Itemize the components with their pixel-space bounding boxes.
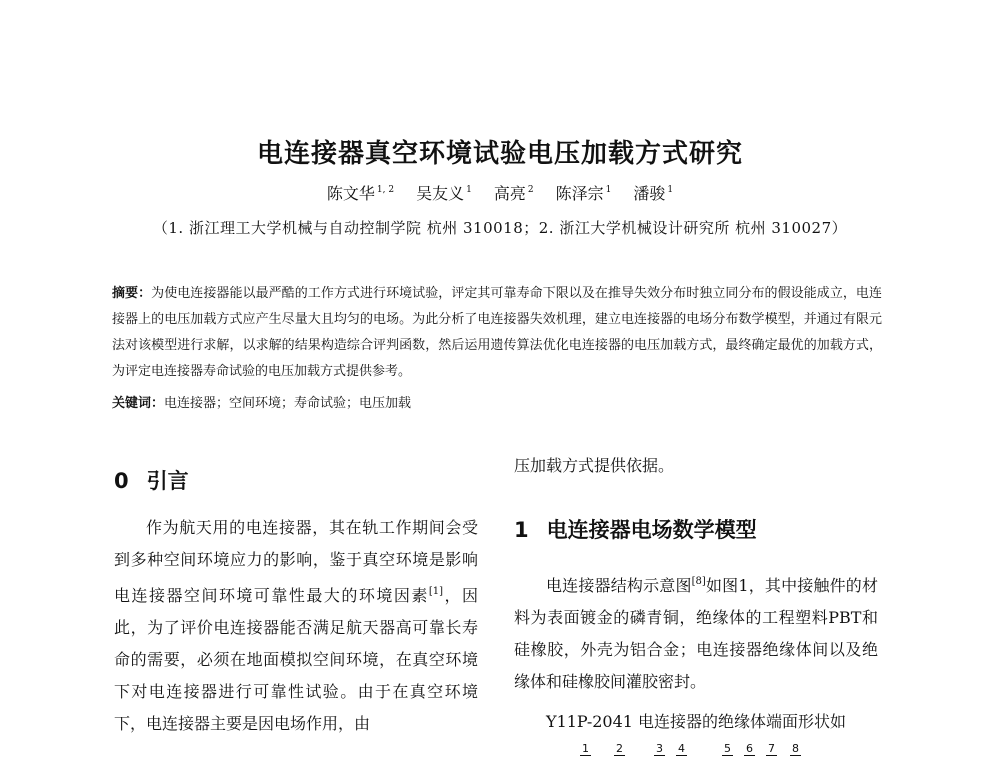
section-heading-model — [514, 514, 878, 544]
keywords — [112, 392, 411, 411]
paper-title: 电连接器真空环境试验电压加载方式研究 — [256, 139, 743, 169]
author: 潘骏 $^1$ — [633, 184, 674, 203]
figure-label: 5 — [724, 742, 731, 755]
author: 陈文华 $^{1, 2}$ — [326, 184, 395, 203]
section-number: 1 — [514, 518, 529, 542]
figure-label: 3 — [656, 742, 663, 755]
intro-paragraph: 作为航天用的电连接器，其在轨工作期间会受到多种空间环境应力的影响，鉴于真空环境是影响电连接器空间环境可靠性最大的环境因素[1]，因此，为了评价电连接器能否满足航天器高可靠长寿命的需要，必须在地面模拟空间环境，在真空环境下对电连接器进行可靠性试验。由于在真空环境下，电连接器主要是因电场作用，由 — [114, 518, 478, 733]
model-paragraph-2: Y11P-2041 电连接器的绝缘体端面形状如 — [546, 712, 847, 731]
section-number: 0 — [114, 469, 129, 493]
keywords-label: 关键词： — [112, 396, 165, 411]
section-title: 电连接器电场数学模型 — [546, 518, 757, 542]
figure-label: 2 — [616, 742, 623, 755]
figure-label: 6 — [746, 742, 753, 755]
author: 陈泽宗 $^1$ — [555, 184, 612, 203]
figure-label: 4 — [678, 742, 685, 755]
carry-over-text: 压加载方式提供依据。 — [514, 456, 675, 475]
author: 高亮 $^2$ — [493, 184, 534, 203]
figure-callout-labels — [578, 742, 818, 758]
section-title: 引言 — [146, 469, 189, 493]
citation: [8] — [691, 576, 706, 587]
abstract — [112, 281, 882, 385]
figure-label: 7 — [768, 742, 775, 755]
citation: [1] — [428, 586, 443, 597]
keywords-text: 电连接器；空间环境；寿命试验；电压加载 — [164, 396, 412, 411]
abstract-label: 摘要： — [112, 286, 152, 301]
author: 吴友义 $^1$ — [416, 184, 472, 203]
affiliation: （1. 浙江理工大学机械与自动控制学院 杭州 310018；2. 浙江大学机械设计研究所 杭州 310027） — [152, 219, 848, 237]
author-list — [0, 181, 1000, 204]
figure-label: 8 — [792, 742, 799, 755]
section-heading-intro — [114, 465, 478, 495]
model-paragraph-1: 电连接器结构示意图[8]如图1，其中接触件的材料为表面镀金的磷青铜，绝缘体的工程塑料PBT和硅橡胶，外壳为铝合金；电连接器绝缘体间以及绝缘体和硅橡胶间灌胶密封。 — [514, 576, 878, 691]
abstract-text: 为使电连接器能以最严酷的工作方式进行环境试验，评定其可靠寿命下限以及在推导失效分布时独立同分布的假设能成立，电连接器上的电压加载方式应产生尽量大且均匀的电场。为此分析了电连接器失效机理，建立电连接器的电场分布数学模型，并通过有限元法对该模型进行求解，以求解的结果构造综合评判函数，然后运用遗传算法优化电连接器的电压加载方式，最终确定最优的加载方式，为评定电连接器寿命试验的电压加载方式提供参考。 — [112, 286, 882, 379]
figure-label: 1 — [582, 742, 589, 755]
